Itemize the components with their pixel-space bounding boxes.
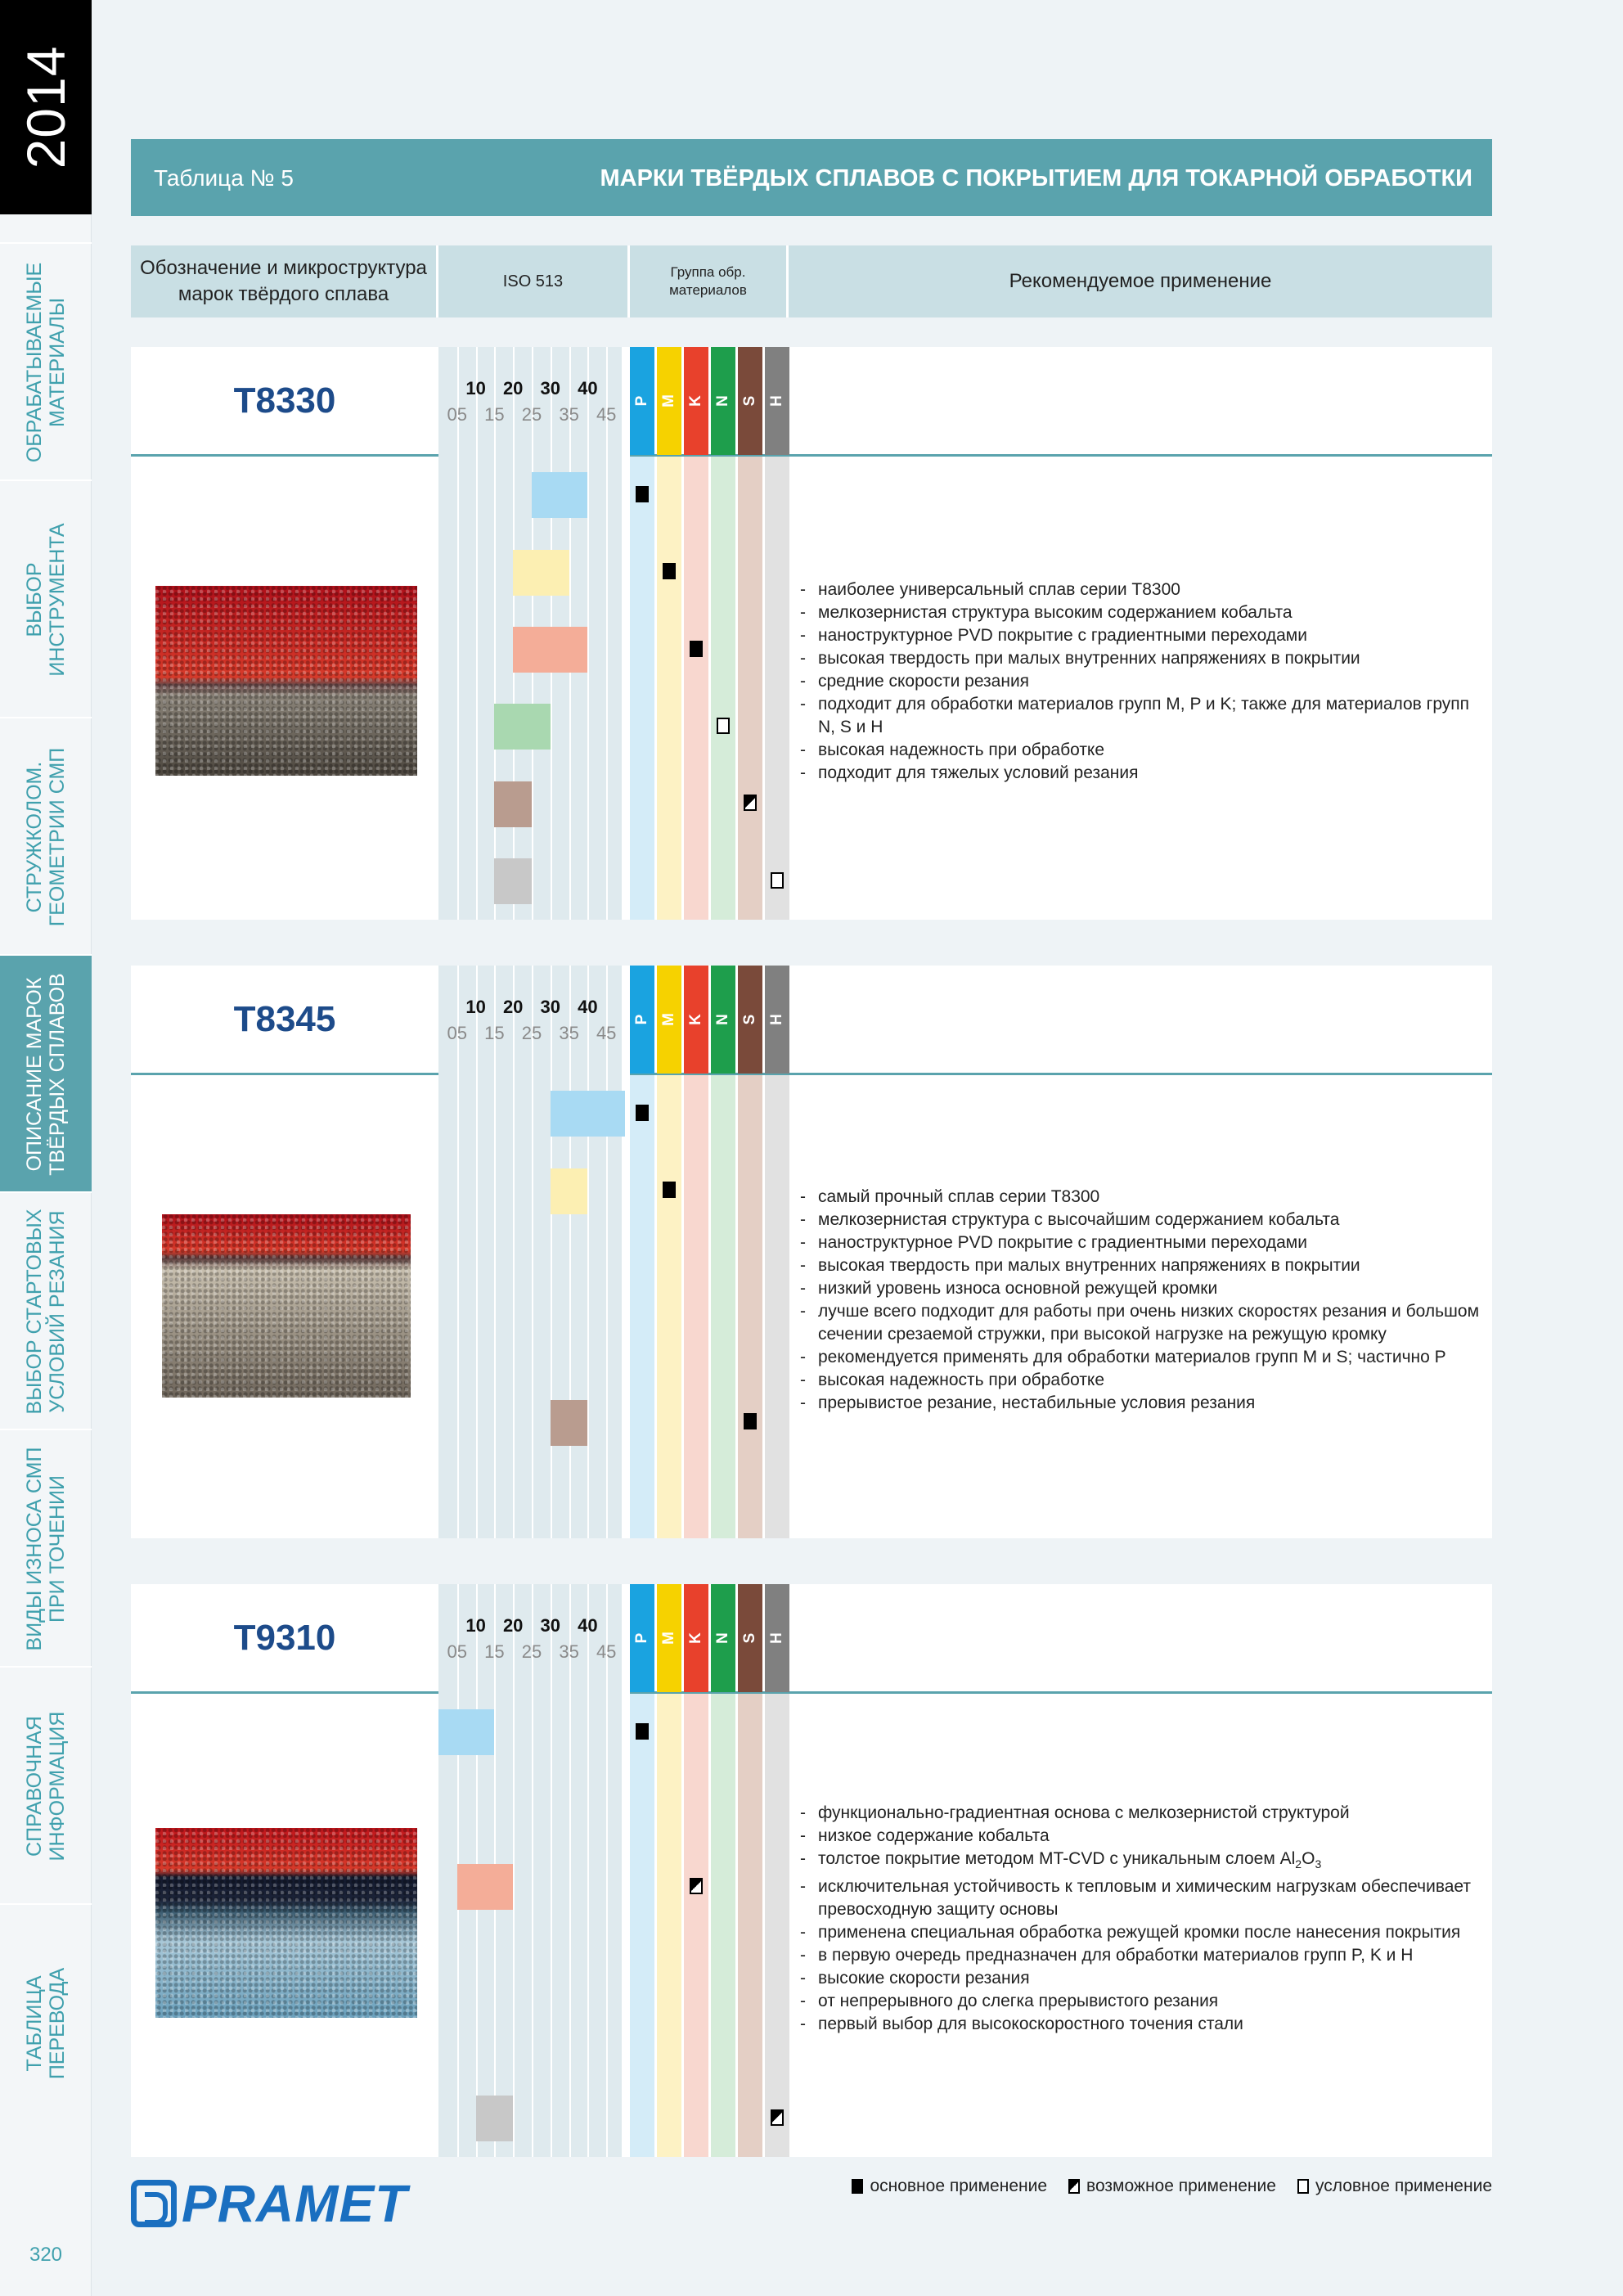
description-item: - наноструктурное PVD покрытие с градиентными переходами: [800, 1231, 1487, 1254]
material-column-fill: [630, 1075, 654, 1538]
application-mark-k: [690, 1878, 703, 1894]
description-item: - первый выбор для высокоскоростного точения стали: [800, 2013, 1487, 2036]
page-number: 320: [29, 2244, 63, 2266]
material-column-fill: [711, 1694, 735, 2157]
sidebar-item-label: ТАБЛИЦА ПЕРЕВОДА: [23, 1967, 69, 2080]
logo-text: PRAMET: [182, 2174, 408, 2233]
material-code: H: [768, 1632, 785, 1644]
iso-tick-minor: 05: [447, 1641, 468, 1662]
iso-scale: [438, 1584, 625, 2157]
material-label-p: [630, 1584, 654, 1692]
material-code: K: [687, 395, 704, 407]
sidebar: [0, 0, 92, 2296]
material-label-s: [738, 347, 762, 455]
description-item: - подходит для обработки материалов групп M, P и K; также для материалов групп N, S и H: [800, 693, 1487, 739]
column-header-application: Рекомендуемое применение: [1009, 270, 1272, 292]
application-mark-k: [690, 641, 703, 657]
iso-tick-major: 20: [502, 378, 524, 398]
description-item: - самый прочный сплав серии T8300: [800, 1186, 1487, 1209]
material-column-fill: [657, 1694, 681, 2157]
iso-scale: [438, 347, 625, 920]
sidebar-item-6[interactable]: [0, 1429, 92, 1666]
material-code: P: [633, 1632, 650, 1644]
material-label-s: [738, 1584, 762, 1692]
iso-grid-line: [606, 347, 608, 920]
application-description: [800, 1802, 1487, 2036]
material-column-s: [738, 1584, 762, 2157]
application-mark-p: [636, 486, 649, 502]
material-column-fill: [765, 457, 789, 920]
description-item: - подходит для тяжелых условий резания: [800, 762, 1487, 785]
material-label-h: [765, 1584, 789, 1692]
sidebar-item-label: ОПИСАНИЕ МАРОК ТВЁРДЫХ СПЛАВОВ: [23, 973, 69, 1176]
application-description: [800, 1186, 1487, 1415]
material-column-fill: [711, 457, 735, 920]
table-number: Таблица № 5: [154, 165, 294, 191]
material-column-fill: [684, 1075, 708, 1538]
sidebar-item-4[interactable]: [0, 954, 92, 1191]
material-column-k: [684, 966, 708, 1538]
description-item: - средние скорости резания: [800, 670, 1487, 693]
iso-range-bar-m: [551, 1168, 588, 1214]
iso-tick-minor: 25: [521, 404, 542, 425]
iso-grid-line: [587, 347, 589, 920]
iso-range-bar-h: [494, 858, 532, 904]
iso-tick-major: 30: [540, 1615, 561, 1636]
material-code: M: [660, 1632, 677, 1645]
material-column-h: [765, 1584, 789, 2157]
material-column-s: [738, 347, 762, 920]
sidebar-item-label: ВЫБОР СТАРТОВЫХ УСЛОВИЙ РЕЗАНИЯ: [23, 1209, 69, 1415]
grade-name: T8345: [233, 999, 336, 1039]
pramet-logo: [131, 2174, 408, 2233]
grade-section-t8330: [131, 347, 1492, 920]
material-column-p: [630, 966, 654, 1538]
iso-tick-minor: 45: [596, 1641, 617, 1662]
description-item: - применена специальная обработка режущей кромки после нанесения покрытия: [800, 1921, 1487, 1944]
sidebar-item-label: ВЫБОР ИНСТРУМЕНТА: [23, 523, 69, 677]
material-code: H: [768, 395, 785, 407]
iso-tick-minor: 45: [596, 1023, 617, 1043]
material-column-fill: [738, 1694, 762, 2157]
application-description: [800, 579, 1487, 785]
iso-grid-line: [587, 966, 589, 1538]
microstructure-image: [155, 586, 417, 776]
material-column-p: [630, 1584, 654, 2157]
material-label-h: [765, 966, 789, 1074]
iso-tick-minor: 05: [447, 1023, 468, 1043]
material-code: K: [687, 1014, 704, 1025]
iso-grid-line: [513, 966, 515, 1538]
microstructure-image: [162, 1214, 411, 1398]
sidebar-item-1[interactable]: [0, 242, 92, 479]
column-header-iso: ISO 513: [438, 245, 630, 317]
sidebar-item-7[interactable]: [0, 1666, 92, 1903]
application-mark-h: [771, 872, 784, 889]
iso-tick-minor: 45: [596, 404, 617, 425]
material-column-fill: [630, 457, 654, 920]
iso-tick-major: 30: [540, 997, 561, 1017]
iso-grid-line: [476, 347, 478, 920]
legend-label: условное применение: [1315, 2177, 1492, 2195]
material-label-m: [657, 347, 681, 455]
material-column-fill: [711, 1075, 735, 1538]
iso-tick-minor: 25: [521, 1641, 542, 1662]
application-mark-m: [663, 1182, 676, 1198]
description-item: - функционально-градиентная основа с мелкозернистой структурой: [800, 1802, 1487, 1825]
material-code: S: [741, 395, 758, 407]
microstructure-image: [155, 1828, 417, 2018]
iso-tick-minor: 15: [484, 404, 505, 425]
year-label: 2014: [16, 45, 76, 169]
application-mark-m: [663, 563, 676, 579]
description-item: - наноструктурное PVD покрытие с градиентными переходами: [800, 624, 1487, 647]
grade-section-t8345: [131, 966, 1492, 1538]
material-label-h: [765, 347, 789, 455]
description-item: - высокая надежность при обработке: [800, 739, 1487, 762]
page-title: МАРКИ ТВЁРДЫХ СПЛАВОВ С ПОКРЫТИЕМ ДЛЯ ТОКАРНОЙ ОБРАБОТКИ: [600, 165, 1472, 191]
description-item: - высокие скорости резания: [800, 1967, 1487, 1990]
material-column-h: [765, 347, 789, 920]
legend-swatch: [1068, 2179, 1080, 2194]
material-code: M: [660, 394, 677, 407]
column-header-group: Группа обр. материалов: [630, 245, 789, 317]
material-label-n: [711, 966, 735, 1074]
description-item: - наиболее универсальный сплав серии T8300: [800, 579, 1487, 601]
iso-tick-minor: 35: [559, 404, 579, 425]
iso-spacer: [622, 1584, 630, 2157]
sidebar-item-8[interactable]: [0, 1903, 92, 2141]
material-column-fill: [765, 1694, 789, 2157]
iso-tick-minor: 35: [559, 1641, 579, 1662]
description-item: - низкий уровень износа основной режущей кромки: [800, 1277, 1487, 1300]
description-item: - в первую очередь предназначен для обработки материалов групп P, K и H: [800, 1944, 1487, 1967]
iso-tick-major: 40: [578, 378, 598, 398]
material-column-fill: [765, 1075, 789, 1538]
iso-tick-major: 40: [578, 997, 598, 1017]
year-badge: [0, 0, 92, 214]
column-header-designation: Обозначение и микроструктура марок твёрдого сплава: [131, 245, 438, 317]
material-column-fill: [657, 457, 681, 920]
iso-grid-line: [569, 966, 571, 1538]
iso-range-bar-m: [513, 550, 569, 596]
iso-grid-line: [476, 966, 478, 1538]
material-column-n: [711, 966, 735, 1538]
iso-range-bar-k: [513, 627, 587, 673]
application-mark-n: [717, 718, 730, 734]
iso-spacer: [622, 347, 630, 920]
material-column-fill: [657, 1075, 681, 1538]
material-code: P: [633, 395, 650, 407]
grade-section-t9310: [131, 1584, 1492, 2157]
legend-item-main: [852, 2177, 1047, 2196]
sidebar-item-3[interactable]: [0, 717, 92, 954]
iso-range-bar-p: [532, 472, 587, 518]
material-column-k: [684, 347, 708, 920]
iso-range-bar-h: [476, 2096, 514, 2141]
material-column-n: [711, 1584, 735, 2157]
material-label-n: [711, 347, 735, 455]
description-item: - прерывистое резание, нестабильные условия резания: [800, 1392, 1487, 1415]
iso-grid-line: [551, 966, 552, 1538]
iso-tick-major: 10: [465, 997, 486, 1017]
material-column-p: [630, 347, 654, 920]
material-column-m: [657, 347, 681, 920]
material-label-k: [684, 1584, 708, 1692]
material-column-k: [684, 1584, 708, 2157]
iso-tick-minor: 25: [521, 1023, 542, 1043]
description-item: - низкое содержание кобальта: [800, 1825, 1487, 1848]
iso-tick-major: 10: [465, 378, 486, 398]
material-code: S: [741, 1632, 758, 1644]
sidebar-item-label: СТРУЖКОЛОМ. ГЕОМЕТРИИ СМП: [23, 747, 69, 927]
material-label-p: [630, 966, 654, 1074]
material-label-k: [684, 966, 708, 1074]
iso-grid-line: [532, 1584, 533, 2157]
iso-spacer: [622, 966, 630, 1538]
material-column-fill: [738, 1075, 762, 1538]
legend-label: основное применение: [870, 2177, 1048, 2195]
iso-grid-line: [457, 347, 459, 920]
iso-tick-minor: 15: [484, 1641, 505, 1662]
iso-grid-line: [606, 1584, 608, 2157]
legend-swatch: [852, 2179, 863, 2194]
material-column-fill: [630, 1694, 654, 2157]
pramet-logo-icon: [131, 2180, 177, 2227]
material-column-m: [657, 966, 681, 1538]
description-item: - от непрерывного до слегка прерывистого резания: [800, 1990, 1487, 2013]
iso-tick-minor: 05: [447, 404, 468, 425]
iso-range-bar-k: [457, 1864, 513, 1910]
iso-grid-line: [494, 966, 496, 1538]
material-label-m: [657, 966, 681, 1074]
iso-grid-line: [513, 1584, 515, 2157]
description-item: - высокая твердость при малых внутренних напряжениях в покрытии: [800, 1254, 1487, 1277]
legend: [830, 2177, 1492, 2196]
iso-tick-major: 10: [465, 1615, 486, 1636]
application-mark-p: [636, 1105, 649, 1121]
material-column-s: [738, 966, 762, 1538]
material-label-p: [630, 347, 654, 455]
iso-grid-line: [569, 1584, 571, 2157]
iso-tick-major: 40: [578, 1615, 598, 1636]
material-label-m: [657, 1584, 681, 1692]
sidebar-item-5[interactable]: [0, 1191, 92, 1429]
material-code: N: [714, 395, 731, 407]
application-mark-h: [771, 2109, 784, 2126]
material-code: N: [714, 1632, 731, 1644]
legend-item-possible: [1068, 2177, 1276, 2196]
sidebar-item-2[interactable]: [0, 479, 92, 717]
material-column-m: [657, 1584, 681, 2157]
column-headers: [131, 245, 1492, 317]
iso-tick-minor: 15: [484, 1023, 505, 1043]
material-label-n: [711, 1584, 735, 1692]
application-mark-s: [744, 795, 757, 811]
iso-grid-line: [532, 966, 533, 1538]
description-item: - высокая надежность при обработке: [800, 1369, 1487, 1392]
iso-range-bar-p: [438, 1709, 494, 1755]
iso-scale: [438, 966, 625, 1538]
description-item: - лучше всего подходит для работы при очень низких скоростях резания и большом сечении срезаемой стружки, при высокой нагрузке на режущую кромку: [800, 1300, 1487, 1346]
material-code: K: [687, 1632, 704, 1644]
iso-range-bar-p: [551, 1091, 625, 1137]
sidebar-item-label: ОБРАБАТЫВАЕМЫЕ МАТЕРИАЛЫ: [23, 262, 69, 463]
application-mark-p: [636, 1723, 649, 1740]
description-item: - мелкозернистая структура высоким содержанием кобальта: [800, 601, 1487, 624]
iso-range-bar-s: [494, 781, 532, 827]
sidebar-item-label: СПРАВОЧНАЯ ИНФОРМАЦИЯ: [23, 1711, 69, 1862]
grade-name: T8330: [233, 380, 336, 421]
sidebar-item-label: ВИДЫ ИЗНОСА СМП ПРИ ТОЧЕНИИ: [23, 1447, 69, 1651]
iso-range-bar-n: [494, 704, 550, 750]
description-item: - рекомендуется применять для обработки материалов групп M и S; частично P: [800, 1346, 1487, 1369]
iso-tick-major: 20: [502, 1615, 524, 1636]
material-column-n: [711, 347, 735, 920]
iso-grid-line: [457, 966, 459, 1538]
material-code: H: [768, 1014, 785, 1025]
iso-grid-line: [606, 966, 608, 1538]
material-label-k: [684, 347, 708, 455]
material-code: P: [633, 1014, 650, 1025]
iso-grid-line: [494, 347, 496, 920]
iso-grid-line: [587, 1584, 589, 2157]
material-column-h: [765, 966, 789, 1538]
grade-name: T9310: [233, 1618, 336, 1658]
description-item: - исключительная устойчивость к тепловым и химическим нагрузкам обеспечивает превосходную защиту основы: [800, 1875, 1487, 1921]
iso-grid-line: [551, 1584, 552, 2157]
material-code: M: [660, 1013, 677, 1026]
iso-tick-major: 20: [502, 997, 524, 1017]
material-column-fill: [684, 1694, 708, 2157]
material-code: N: [714, 1014, 731, 1025]
description-item: - высокая твердость при малых внутренних напряжениях в покрытии: [800, 647, 1487, 670]
legend-label: возможное применение: [1086, 2177, 1276, 2195]
title-bar: [131, 139, 1492, 216]
legend-swatch: [1297, 2179, 1309, 2194]
material-code: S: [741, 1014, 758, 1025]
iso-tick-minor: 35: [559, 1023, 579, 1043]
material-column-fill: [738, 457, 762, 920]
material-column-fill: [684, 457, 708, 920]
iso-tick-major: 30: [540, 378, 561, 398]
iso-range-bar-s: [551, 1400, 588, 1446]
legend-item-conditional: [1297, 2177, 1492, 2196]
material-label-s: [738, 966, 762, 1074]
application-mark-s: [744, 1413, 757, 1429]
description-item: - мелкозернистая структура с высочайшим содержанием кобальта: [800, 1209, 1487, 1231]
description-item: - толстое покрытие методом MT-CVD с уникальным слоем $Al_2O_3$: [800, 1848, 1487, 1875]
